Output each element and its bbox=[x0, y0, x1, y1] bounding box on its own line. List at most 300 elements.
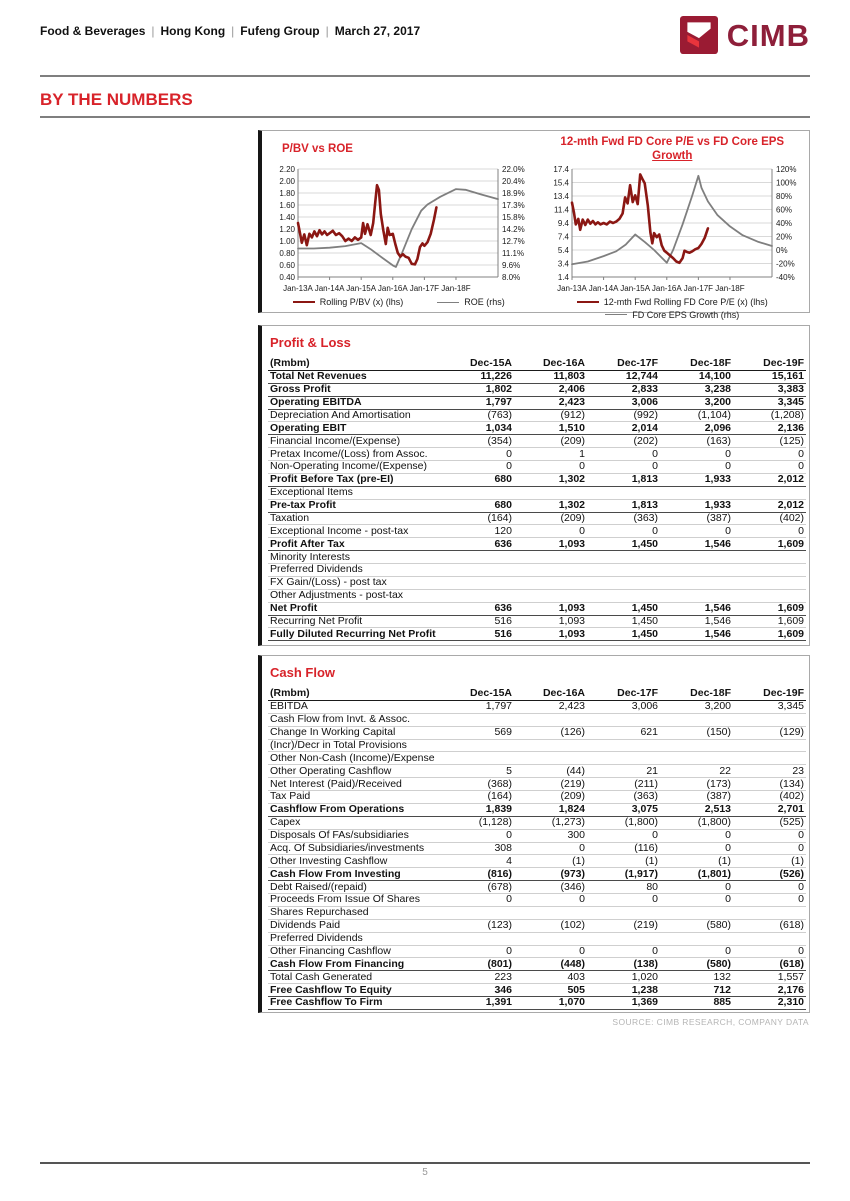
row-value bbox=[660, 486, 733, 499]
svg-text:13.4: 13.4 bbox=[552, 191, 569, 201]
row-value bbox=[587, 576, 660, 589]
row-value bbox=[587, 486, 660, 499]
row-value bbox=[660, 906, 733, 919]
row-value: 505 bbox=[514, 984, 587, 997]
column-header: Dec-16A bbox=[514, 688, 587, 700]
breadcrumb-sector: Food & Beverages bbox=[40, 24, 146, 38]
svg-text:18.9%: 18.9% bbox=[502, 188, 525, 198]
row-value: (1,917) bbox=[587, 868, 660, 881]
legend-line-swatch bbox=[293, 301, 315, 303]
table-row bbox=[268, 803, 806, 816]
row-value bbox=[441, 932, 514, 945]
row-value: (354) bbox=[441, 435, 514, 448]
row-value: 2,513 bbox=[660, 803, 733, 816]
table-row bbox=[268, 396, 806, 409]
legend-label: FD Core EPS Growth (rhs) bbox=[632, 309, 740, 320]
row-value: 0 bbox=[514, 525, 587, 538]
row-value: (678) bbox=[441, 881, 514, 894]
row-value: 1,546 bbox=[660, 538, 733, 551]
svg-text:Jan-16A: Jan-16A bbox=[651, 283, 682, 293]
row-label: Taxation bbox=[268, 512, 441, 525]
row-value: (402) bbox=[733, 791, 806, 804]
row-value: 2,701 bbox=[733, 803, 806, 816]
row-label: Cash Flow From Investing bbox=[268, 868, 441, 881]
row-value: 1,557 bbox=[733, 971, 806, 984]
row-value bbox=[660, 576, 733, 589]
row-value: (129) bbox=[733, 726, 806, 739]
row-value: (363) bbox=[587, 512, 660, 525]
row-value: 1,093 bbox=[514, 602, 587, 615]
column-header: Dec-19F bbox=[733, 358, 806, 370]
row-value: 1,813 bbox=[587, 473, 660, 486]
row-value: (1) bbox=[660, 855, 733, 868]
legend-line-swatch bbox=[577, 301, 599, 303]
row-value: 2,176 bbox=[733, 984, 806, 997]
row-value: 0 bbox=[660, 842, 733, 855]
breadcrumb bbox=[40, 24, 420, 38]
row-value: (580) bbox=[660, 958, 733, 971]
table-row bbox=[268, 881, 806, 894]
row-value bbox=[660, 564, 733, 577]
row-value: (202) bbox=[587, 435, 660, 448]
row-value: 0 bbox=[514, 842, 587, 855]
table-row bbox=[268, 868, 806, 881]
row-value: (116) bbox=[587, 842, 660, 855]
row-value: 1,609 bbox=[733, 615, 806, 628]
table-row bbox=[268, 752, 806, 765]
row-label: Cash Flow from Invt. & Assoc. bbox=[268, 713, 441, 726]
row-label: Recurring Net Profit bbox=[268, 615, 441, 628]
row-value: 2,310 bbox=[733, 997, 806, 1010]
row-value: 14,100 bbox=[660, 370, 733, 383]
row-label: Gross Profit bbox=[268, 383, 441, 396]
chart-pe-vs-eps-growth bbox=[536, 136, 810, 320]
row-value bbox=[514, 739, 587, 752]
row-value: 0 bbox=[587, 945, 660, 958]
row-value: (150) bbox=[660, 726, 733, 739]
row-label: Proceeds From Issue Of Shares bbox=[268, 894, 441, 907]
svg-text:0.60: 0.60 bbox=[279, 260, 295, 270]
row-value: 0 bbox=[660, 881, 733, 894]
row-value: (102) bbox=[514, 919, 587, 932]
row-value: (209) bbox=[514, 435, 587, 448]
row-value bbox=[441, 551, 514, 564]
row-value: (211) bbox=[587, 778, 660, 791]
row-label: Other Operating Cashflow bbox=[268, 765, 441, 778]
row-value: 0 bbox=[514, 461, 587, 474]
row-value: 223 bbox=[441, 971, 514, 984]
row-value: 300 bbox=[514, 829, 587, 842]
row-value: (618) bbox=[733, 958, 806, 971]
row-value: (164) bbox=[441, 791, 514, 804]
row-value: (126) bbox=[514, 726, 587, 739]
row-label: Non-Operating Income/(Expense) bbox=[268, 461, 441, 474]
profit-loss-table bbox=[268, 358, 806, 641]
row-value: 2,136 bbox=[733, 422, 806, 435]
row-value: 1,093 bbox=[514, 628, 587, 641]
column-header: Dec-17F bbox=[587, 688, 660, 700]
row-value: 2,833 bbox=[587, 383, 660, 396]
row-value: 11,803 bbox=[514, 370, 587, 383]
table-row bbox=[268, 894, 806, 907]
row-value bbox=[441, 576, 514, 589]
svg-text:1.80: 1.80 bbox=[279, 188, 295, 198]
row-value: 1,933 bbox=[660, 473, 733, 486]
row-value: 0 bbox=[733, 894, 806, 907]
row-label: Operating EBIT bbox=[268, 422, 441, 435]
row-value bbox=[514, 564, 587, 577]
row-value: (1,801) bbox=[660, 868, 733, 881]
row-label: Other Non-Cash (Income)/Expense bbox=[268, 752, 441, 765]
row-value: 0 bbox=[441, 448, 514, 461]
row-value bbox=[660, 739, 733, 752]
row-value bbox=[733, 576, 806, 589]
row-value: 0 bbox=[587, 829, 660, 842]
column-header: Dec-18F bbox=[660, 688, 733, 700]
row-value: 0 bbox=[733, 525, 806, 538]
svg-text:-40%: -40% bbox=[775, 272, 795, 282]
row-value: 3,075 bbox=[587, 803, 660, 816]
table-row bbox=[268, 538, 806, 551]
row-value: 3,006 bbox=[587, 396, 660, 409]
row-value: (1,208) bbox=[733, 409, 806, 422]
table-row bbox=[268, 383, 806, 396]
table-row bbox=[268, 409, 806, 422]
row-value: (992) bbox=[587, 409, 660, 422]
svg-text:3.4: 3.4 bbox=[557, 258, 569, 268]
row-value: 0 bbox=[733, 945, 806, 958]
row-value: 1,450 bbox=[587, 628, 660, 641]
cash-flow-panel bbox=[258, 655, 810, 1013]
row-value bbox=[514, 906, 587, 919]
row-value bbox=[587, 713, 660, 726]
row-label: Cashflow From Operations bbox=[268, 803, 441, 816]
row-value: 0 bbox=[660, 525, 733, 538]
table-row bbox=[268, 525, 806, 538]
row-value bbox=[441, 739, 514, 752]
unit-header: (Rmbm) bbox=[268, 358, 441, 370]
row-value: 712 bbox=[660, 984, 733, 997]
row-value: 0 bbox=[441, 945, 514, 958]
column-header: Dec-15A bbox=[441, 358, 514, 370]
column-header: Dec-15A bbox=[441, 688, 514, 700]
row-value: (219) bbox=[587, 919, 660, 932]
row-value: 636 bbox=[441, 602, 514, 615]
cimb-logo bbox=[680, 16, 810, 54]
row-value: 1,609 bbox=[733, 538, 806, 551]
row-label: Profit After Tax bbox=[268, 538, 441, 551]
row-label: Other Adjustments - post-tax bbox=[268, 589, 441, 602]
legend-line-swatch bbox=[437, 302, 459, 303]
svg-text:80%: 80% bbox=[775, 191, 792, 201]
table-row bbox=[268, 551, 806, 564]
svg-text:Jan-17F: Jan-17F bbox=[409, 284, 440, 293]
row-value: 3,383 bbox=[733, 383, 806, 396]
row-value: 0 bbox=[441, 894, 514, 907]
row-value: (346) bbox=[514, 881, 587, 894]
row-value: (363) bbox=[587, 791, 660, 804]
svg-text:9.6%: 9.6% bbox=[502, 260, 521, 270]
row-value: 1,797 bbox=[441, 396, 514, 409]
row-value: (763) bbox=[441, 409, 514, 422]
row-value: 12,744 bbox=[587, 370, 660, 383]
row-value: 1,546 bbox=[660, 602, 733, 615]
row-label: Shares Repurchased bbox=[268, 906, 441, 919]
row-value: 120 bbox=[441, 525, 514, 538]
svg-text:11.4: 11.4 bbox=[553, 204, 569, 214]
row-value: 0 bbox=[587, 461, 660, 474]
row-label: Pretax Income/(Loss) from Assoc. bbox=[268, 448, 441, 461]
svg-text:Jan-17F: Jan-17F bbox=[683, 283, 713, 293]
row-value: (1,800) bbox=[587, 816, 660, 829]
row-value: 0 bbox=[660, 461, 733, 474]
row-value bbox=[514, 713, 587, 726]
row-value: 346 bbox=[441, 984, 514, 997]
row-value bbox=[587, 589, 660, 602]
row-label: Free Cashflow To Equity bbox=[268, 984, 441, 997]
table-row bbox=[268, 739, 806, 752]
svg-text:20%: 20% bbox=[775, 231, 792, 241]
column-header: Dec-18F bbox=[660, 358, 733, 370]
row-value: 5 bbox=[441, 765, 514, 778]
row-value: (125) bbox=[733, 435, 806, 448]
row-value: (816) bbox=[441, 868, 514, 881]
row-value: 1,546 bbox=[660, 628, 733, 641]
table-row bbox=[268, 589, 806, 602]
svg-text:17.4: 17.4 bbox=[552, 164, 569, 174]
row-value: 1,450 bbox=[587, 615, 660, 628]
table-row bbox=[268, 564, 806, 577]
row-value: 21 bbox=[587, 765, 660, 778]
svg-text:Jan-15A: Jan-15A bbox=[619, 283, 650, 293]
row-value: 0 bbox=[733, 842, 806, 855]
row-value: 1,093 bbox=[514, 538, 587, 551]
row-value: 132 bbox=[660, 971, 733, 984]
svg-text:1.00: 1.00 bbox=[279, 236, 295, 246]
row-value: (138) bbox=[587, 958, 660, 971]
table-row bbox=[268, 997, 806, 1010]
row-value: (1) bbox=[514, 855, 587, 868]
row-value: (580) bbox=[660, 919, 733, 932]
row-value: (219) bbox=[514, 778, 587, 791]
row-label: Fully Diluted Recurring Net Profit bbox=[268, 628, 441, 641]
row-value: 621 bbox=[587, 726, 660, 739]
charts-panel bbox=[258, 130, 810, 320]
row-value bbox=[660, 752, 733, 765]
row-value: (209) bbox=[514, 512, 587, 525]
svg-text:0%: 0% bbox=[775, 245, 788, 255]
row-label: Net Profit bbox=[268, 602, 441, 615]
row-value bbox=[514, 551, 587, 564]
row-value: (164) bbox=[441, 512, 514, 525]
cimb-logo-icon bbox=[680, 16, 718, 54]
row-value: 1,797 bbox=[441, 700, 514, 713]
row-value bbox=[587, 752, 660, 765]
row-label: Total Net Revenues bbox=[268, 370, 441, 383]
row-value: 4 bbox=[441, 855, 514, 868]
row-value: 1,824 bbox=[514, 803, 587, 816]
svg-text:9.4: 9.4 bbox=[557, 218, 569, 228]
row-value: (912) bbox=[514, 409, 587, 422]
row-value: 80 bbox=[587, 881, 660, 894]
row-value: 3,200 bbox=[660, 396, 733, 409]
row-value bbox=[441, 486, 514, 499]
row-value: 680 bbox=[441, 473, 514, 486]
svg-text:Jan-18F: Jan-18F bbox=[441, 284, 471, 293]
row-label: Exceptional Income - post-tax bbox=[268, 525, 441, 538]
header-divider bbox=[40, 75, 810, 77]
table-row bbox=[268, 765, 806, 778]
table-row bbox=[268, 932, 806, 945]
column-header: Dec-19F bbox=[733, 688, 806, 700]
row-value: (387) bbox=[660, 791, 733, 804]
row-value bbox=[587, 906, 660, 919]
row-value: (1,128) bbox=[441, 816, 514, 829]
svg-text:1.20: 1.20 bbox=[279, 224, 295, 234]
row-value: 0 bbox=[587, 525, 660, 538]
table-row bbox=[268, 906, 806, 919]
row-value: 1 bbox=[514, 448, 587, 461]
row-value: (618) bbox=[733, 919, 806, 932]
row-value: (173) bbox=[660, 778, 733, 791]
row-value: 1,020 bbox=[587, 971, 660, 984]
table-row bbox=[268, 461, 806, 474]
legend-line-swatch bbox=[605, 314, 627, 315]
table-row bbox=[268, 778, 806, 791]
row-value bbox=[587, 551, 660, 564]
row-value: 1,802 bbox=[441, 383, 514, 396]
row-value: 0 bbox=[441, 829, 514, 842]
svg-text:15.8%: 15.8% bbox=[502, 212, 525, 222]
chart-legend bbox=[262, 297, 536, 307]
row-label: Preferred Dividends bbox=[268, 564, 441, 577]
row-value: 1,302 bbox=[514, 499, 587, 512]
row-value bbox=[514, 589, 587, 602]
svg-text:Jan-13A: Jan-13A bbox=[556, 283, 587, 293]
table-title: Profit & Loss bbox=[270, 335, 351, 350]
svg-text:2.00: 2.00 bbox=[279, 176, 295, 186]
row-value bbox=[733, 739, 806, 752]
svg-text:60%: 60% bbox=[775, 204, 792, 214]
table-row bbox=[268, 422, 806, 435]
table-row bbox=[268, 370, 806, 383]
svg-text:8.0%: 8.0% bbox=[502, 272, 521, 282]
table-row bbox=[268, 945, 806, 958]
table-row bbox=[268, 700, 806, 713]
row-value: (402) bbox=[733, 512, 806, 525]
row-value: 2,423 bbox=[514, 396, 587, 409]
row-label: Financial Income/(Expense) bbox=[268, 435, 441, 448]
table-row bbox=[268, 512, 806, 525]
row-value: 2,014 bbox=[587, 422, 660, 435]
row-value: 0 bbox=[514, 945, 587, 958]
table-row bbox=[268, 855, 806, 868]
row-label: Cash Flow From Financing bbox=[268, 958, 441, 971]
table-row bbox=[268, 842, 806, 855]
row-value: 3,345 bbox=[733, 396, 806, 409]
svg-text:11.1%: 11.1% bbox=[502, 248, 525, 258]
row-value: 2,423 bbox=[514, 700, 587, 713]
legend-label: Rolling P/BV (x) (lhs) bbox=[319, 297, 404, 307]
row-value bbox=[441, 589, 514, 602]
cash-flow-table bbox=[268, 688, 806, 1010]
table-row bbox=[268, 984, 806, 997]
row-value: 516 bbox=[441, 628, 514, 641]
row-value: (1,104) bbox=[660, 409, 733, 422]
table-row bbox=[268, 919, 806, 932]
row-value: 0 bbox=[660, 945, 733, 958]
row-value bbox=[733, 752, 806, 765]
row-value: 1,609 bbox=[733, 602, 806, 615]
row-value: (1) bbox=[587, 855, 660, 868]
breadcrumb-date: March 27, 2017 bbox=[334, 24, 421, 38]
svg-text:Jan-14A: Jan-14A bbox=[314, 284, 345, 293]
table-row bbox=[268, 791, 806, 804]
svg-text:14.2%: 14.2% bbox=[502, 224, 525, 234]
row-value: 11,226 bbox=[441, 370, 514, 383]
row-value: (134) bbox=[733, 778, 806, 791]
svg-text:Jan-18F: Jan-18F bbox=[714, 283, 745, 293]
row-value: (801) bbox=[441, 958, 514, 971]
row-value: 1,546 bbox=[660, 615, 733, 628]
row-value: (973) bbox=[514, 868, 587, 881]
row-label: Operating EBITDA bbox=[268, 396, 441, 409]
table-row bbox=[268, 486, 806, 499]
svg-text:1.4: 1.4 bbox=[557, 272, 569, 282]
row-value: 885 bbox=[660, 997, 733, 1010]
row-value: 403 bbox=[514, 971, 587, 984]
table-row bbox=[268, 726, 806, 739]
row-value bbox=[660, 551, 733, 564]
table-row bbox=[268, 958, 806, 971]
legend-item bbox=[293, 297, 404, 307]
row-value: 22 bbox=[660, 765, 733, 778]
row-value: (387) bbox=[660, 512, 733, 525]
row-value: 1,391 bbox=[441, 997, 514, 1010]
row-value: (209) bbox=[514, 791, 587, 804]
row-value: 1,238 bbox=[587, 984, 660, 997]
row-label: Tax Paid bbox=[268, 791, 441, 804]
row-value: 2,406 bbox=[514, 383, 587, 396]
row-value bbox=[733, 564, 806, 577]
row-value: (368) bbox=[441, 778, 514, 791]
row-value: (1,800) bbox=[660, 816, 733, 829]
row-label: Net Interest (Paid)/Received bbox=[268, 778, 441, 791]
table-row bbox=[268, 499, 806, 512]
svg-text:0.80: 0.80 bbox=[279, 248, 295, 258]
row-value: (44) bbox=[514, 765, 587, 778]
svg-text:-20%: -20% bbox=[775, 258, 795, 268]
row-value: 2,012 bbox=[733, 499, 806, 512]
legend-item bbox=[437, 297, 505, 307]
row-value: 1,450 bbox=[587, 602, 660, 615]
row-value bbox=[514, 486, 587, 499]
table-row bbox=[268, 448, 806, 461]
row-label: EBITDA bbox=[268, 700, 441, 713]
row-label: Profit Before Tax (pre-EI) bbox=[268, 473, 441, 486]
page-number: 5 bbox=[422, 1167, 428, 1178]
table-title: Cash Flow bbox=[270, 665, 336, 680]
row-value: 0 bbox=[514, 894, 587, 907]
row-value: 2,012 bbox=[733, 473, 806, 486]
row-label: FX Gain/(Loss) - post tax bbox=[268, 576, 441, 589]
row-value bbox=[733, 932, 806, 945]
row-value bbox=[441, 752, 514, 765]
footer-divider bbox=[40, 1162, 810, 1164]
chart-title bbox=[536, 136, 810, 164]
legend-label: ROE (rhs) bbox=[464, 297, 505, 307]
svg-text:5.4: 5.4 bbox=[557, 245, 569, 255]
